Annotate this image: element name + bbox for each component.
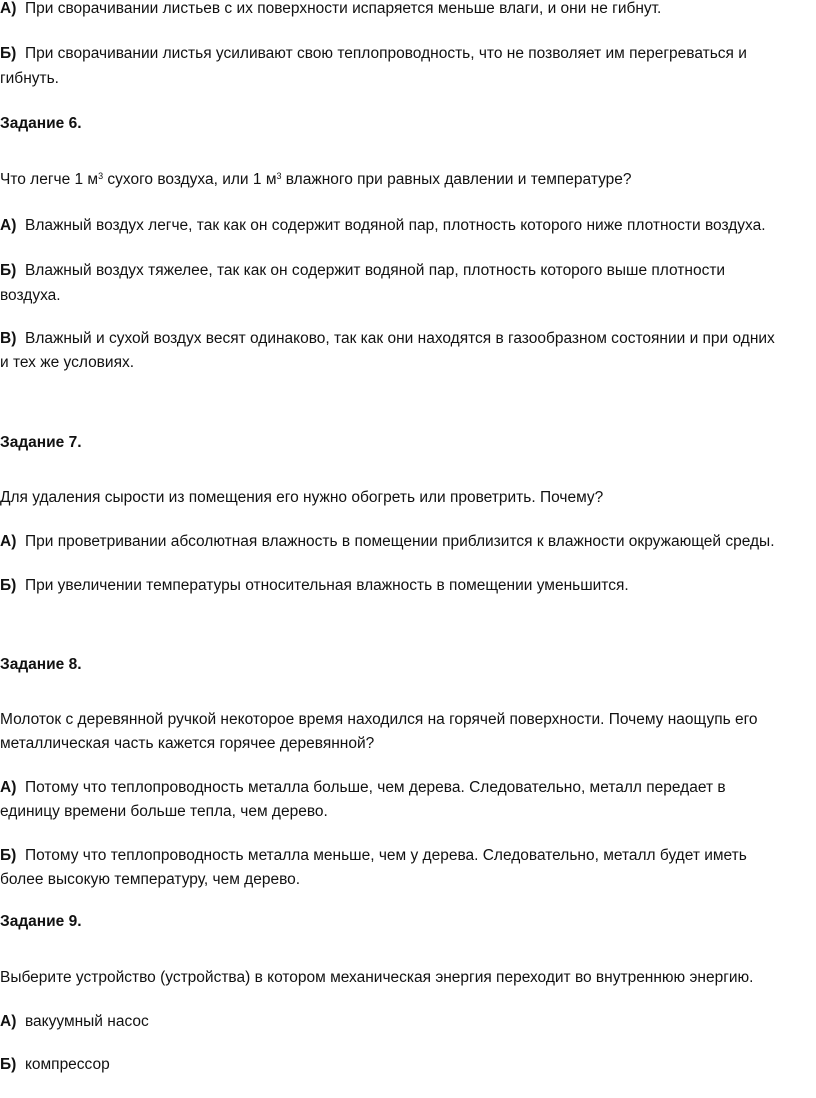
option-text: Влажный воздух тяжелее, так как он содержит водяной пар, плотность которого выше плотности: [24, 262, 726, 279]
answer-option: [0, 530, 814, 554]
question-text: Молоток с деревянной ручкой некоторое время находился на горячей поверхности. Почему наощупь его: [0, 711, 758, 728]
option-label: Б): [0, 847, 17, 864]
answer-option: [0, 1010, 814, 1034]
option-label: А): [0, 0, 17, 17]
option-label: А): [0, 779, 17, 796]
option-label: Б): [0, 262, 17, 279]
answer-option: [0, 214, 814, 238]
option-text: Потому что теплопроводность металла больше, чем дерева. Следовательно, металл передает в: [24, 779, 726, 796]
option-label: Б): [0, 577, 17, 594]
task-heading: Задание 8.: [0, 656, 82, 673]
answer-option: [0, 574, 814, 598]
question-text: Выберите устройство (устройства) в котором механическая энергия переходит во внутреннюю энергию.: [0, 969, 754, 986]
task-heading: Задание 9.: [0, 913, 82, 930]
option-text: При проветривании абсолютная влажность в помещении приблизится к влажности окружающей среды.: [24, 533, 775, 550]
answer-option: [0, 42, 814, 66]
answer-option: [0, 259, 814, 283]
question-text: Для удаления сырости из помещения его нужно обогреть или проветрить. Почему?: [0, 489, 604, 506]
option-label: В): [0, 330, 17, 347]
option-label: А): [0, 1013, 17, 1030]
option-label: А): [0, 217, 17, 234]
answer-option: [0, 844, 814, 868]
option-text: При увеличении температуры относительная влажность в помещении уменьшится.: [24, 577, 629, 594]
question-text-continuation: металлическая часть кажется горячее деревянной?: [0, 735, 375, 752]
option-label: Б): [0, 45, 17, 62]
option-text: вакуумный насос: [24, 1013, 149, 1030]
question-text: Что легче 1 $м^3$ сухого воздуха, или 1 $м^3$ влажного при равных давлении и температуре?: [0, 171, 632, 188]
option-text-continuation: более высокую температуру, чем дерево.: [0, 871, 301, 888]
answer-option: [0, 327, 814, 351]
option-text-continuation: и тех же условиях.: [0, 354, 135, 371]
answer-option: [0, 776, 814, 800]
option-text: Влажный воздух легче, так как он содержит водяной пар, плотность которого ниже плотности воздуха.: [24, 217, 766, 234]
option-text-continuation: воздуха.: [0, 287, 61, 304]
option-text: Влажный и сухой воздух весят одинаково, так как они находятся в газообразном состоянии и при одних: [24, 330, 775, 347]
answer-option: [0, 0, 814, 21]
option-text: компрессор: [24, 1056, 110, 1073]
option-text-continuation: единицу времени больше тепла, чем дерево.: [0, 803, 328, 820]
option-text: Потому что теплопроводность металла меньше, чем у дерева. Следовательно, металл будет иметь: [24, 847, 747, 864]
answer-option: [0, 1053, 814, 1077]
option-text: При сворачивании листья усиливают свою теплопроводность, что не позволяет им перегреваться и: [24, 45, 747, 62]
option-text: При сворачивании листьев с их поверхности испаряется меньше влаги, и они не гибнут.: [24, 0, 662, 17]
option-text-continuation: гибнуть.: [0, 70, 59, 87]
option-label: Б): [0, 1056, 17, 1073]
task-heading: Задание 6.: [0, 115, 82, 132]
option-label: А): [0, 533, 17, 550]
task-heading: Задание 7.: [0, 434, 82, 451]
